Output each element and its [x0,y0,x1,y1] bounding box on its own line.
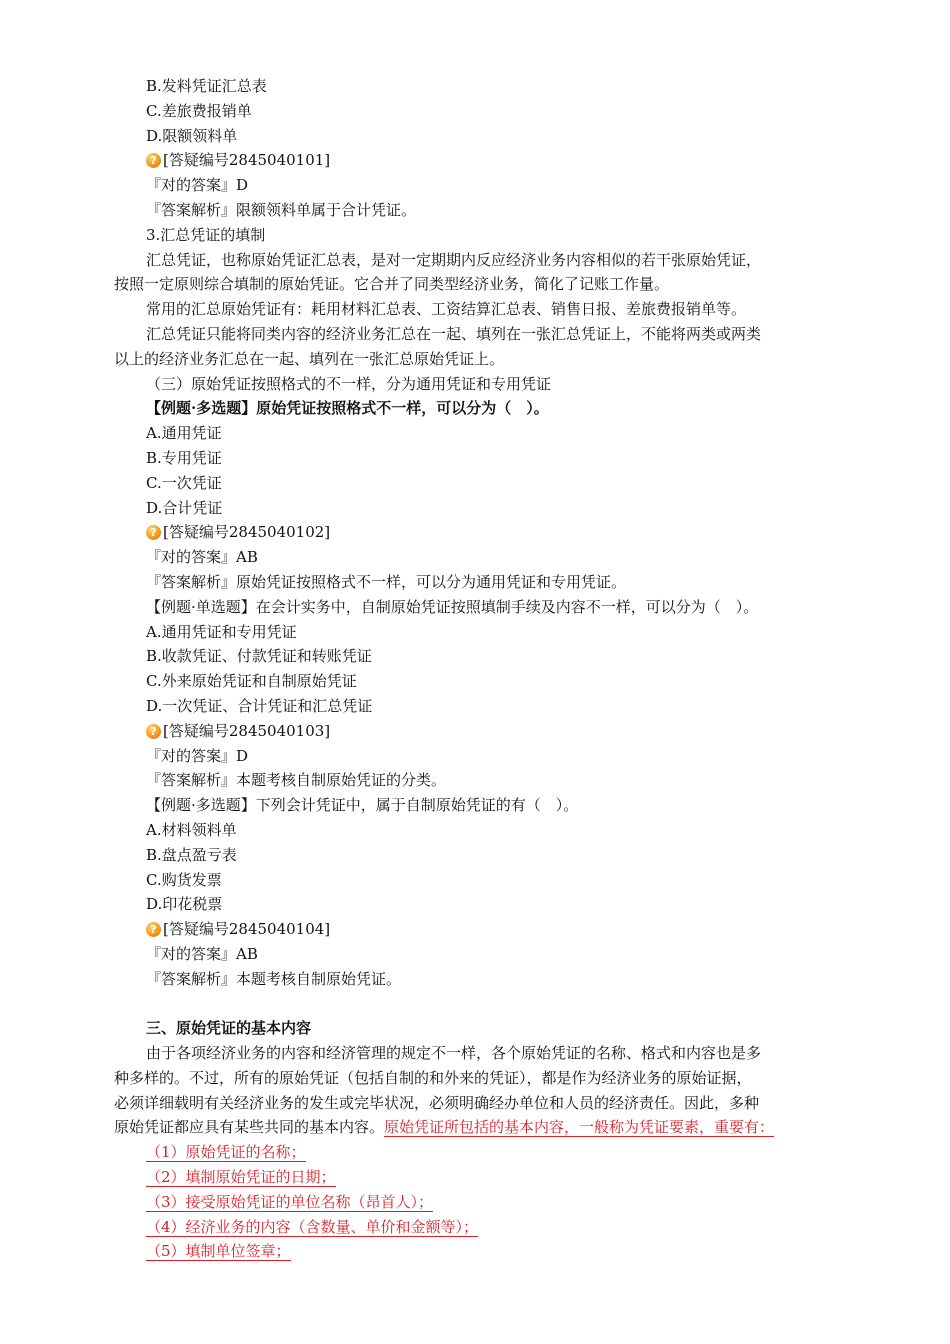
question-id-row [146,917,846,942]
question-id-row [146,520,846,545]
paragraph-line [146,248,846,273]
element-item [146,1239,846,1264]
highlighted-text: 原始凭证所包括的基本内容，一般称为凭证要素，重要有： [384,1118,775,1137]
option-b: B.专用凭证 [146,448,222,467]
chapter-heading: 三、原始凭证的基本内容 [146,1019,312,1038]
correct-answer: 『对的答案』D [146,176,249,195]
subsection-heading: （三）原始凭证按照格式的不一样，分为通用凭证和专用凭证 [146,374,552,393]
option-b: B.盘点盈亏表 [146,845,237,864]
question-icon: ? [146,922,161,937]
option-b: B.收款凭证、付款凭证和转账凭证 [146,647,372,666]
element-item-text: （1）原始凭证的名称； [146,1143,306,1162]
paragraph-line: 常用的汇总原始凭证有：耗用材料汇总表、工资结算汇总表、销售日报、差旅费报销单等。 [146,300,747,319]
question-id: [答疑编号2845040101] [163,151,331,170]
paragraph-line [114,1115,846,1140]
element-item-text: （5）填制单位签章； [146,1242,291,1261]
option-c: C.一次凭证 [146,473,222,492]
spacer [146,991,846,1016]
question-id: [答疑编号2845040102] [163,523,331,542]
example-question-text: 【例题·多选题】下列会计凭证中，属于自制原始凭证的有（ ）。 [146,796,579,815]
question-icon: ? [146,153,161,168]
paragraph-line: 汇总凭证只能将同类内容的经济业务汇总在一起、填列在一张汇总凭证上，不能将两类或两类 [146,324,762,343]
element-item-text: （2）填制原始凭证的日期； [146,1168,336,1187]
element-item-text: （4）经济业务的内容（含数量、单价和金额等）； [146,1217,479,1236]
element-item [146,1215,846,1240]
example-question [146,793,846,818]
paragraph-line: 由于各项经济业务的内容和经济管理的规定不一样，各个原始凭证的名称、格式和内容也是多 [146,1044,762,1063]
question-id-row [146,148,846,173]
question-id-row [146,719,846,744]
paragraph-line: 种多样的。不过，所有的原始凭证（包括自制的和外来的凭证），都是作为经济业务的原始证据， [114,1068,752,1087]
element-item [146,1165,846,1190]
element-item [146,1140,846,1165]
example-question [146,396,846,421]
paragraph-line: 按照一定原则综合填制的原始凭证。它合并了同类型经济业务，简化了记账工作量。 [114,275,670,294]
option-d: D.限额领料单 [146,126,238,145]
question-id: [答疑编号2845040103] [163,721,331,740]
element-item-text: （3）接受原始凭证的单位名称（昂首人）； [146,1192,434,1211]
correct-answer: 『对的答案』AB [146,944,258,963]
answer-explanation: 『答案解析』本题考核自制原始凭证。 [146,969,402,988]
option-c: C.差旅费报销单 [146,101,252,120]
section-heading: 3.汇总凭证的填制 [146,225,266,244]
option-d: D.合计凭证 [146,498,223,517]
answer-explanation: 『答案解析』本题考核自制原始凭证的分类。 [146,771,447,790]
example-question [146,595,846,620]
question-icon: ? [146,724,161,739]
answer-explanation: 『答案解析』原始凭证按照格式不一样，可以分为通用凭证和专用凭证。 [146,572,627,591]
paragraph-line: 必须详细载明有关经济业务的发生或完毕状况，必须明确经办单位和人员的经济责任。因此，多种 [114,1093,760,1112]
option-a: A.通用凭证 [146,424,222,443]
option-c: C.外来原始凭证和自制原始凭证 [146,672,357,691]
example-question-text: 【例题·多选题】原始凭证按照格式不一样，可以分为（ ）。 [146,399,549,418]
answer-explanation: 『答案解析』限额领料单属于合计凭证。 [146,200,417,219]
paragraph-text: 汇总凭证，也称原始凭证汇总表，是对一定期期内反应经济业务内容相似的若干张原始凭证， [146,250,762,269]
question-icon: ? [146,525,161,540]
correct-answer: 『对的答案』AB [146,548,258,567]
option-c: C.购货发票 [146,870,222,889]
option-d: D.印花税票 [146,895,223,914]
document-content [114,74,846,1264]
example-question-text: 【例题·单选题】在会计实务中，自制原始凭证按照填制手续及内容不一样，可以分为（ ）。 [146,597,759,616]
element-item [146,1190,846,1215]
option-a: A.通用凭证和专用凭证 [146,622,297,641]
option-b: B.发料凭证汇总表 [146,77,267,95]
paragraph-line: 以上的经济业务汇总在一起、填列在一张汇总原始凭证上。 [114,349,505,368]
correct-answer: 『对的答案』D [146,746,249,765]
question-id: [答疑编号2845040104] [163,920,331,939]
option-d: D.一次凭证、合计凭证和汇总凭证 [146,696,373,715]
option-a: A.材料领料单 [146,820,237,839]
paragraph-text: 原始凭证都应具有某些共同的基本内容。 [114,1118,385,1137]
